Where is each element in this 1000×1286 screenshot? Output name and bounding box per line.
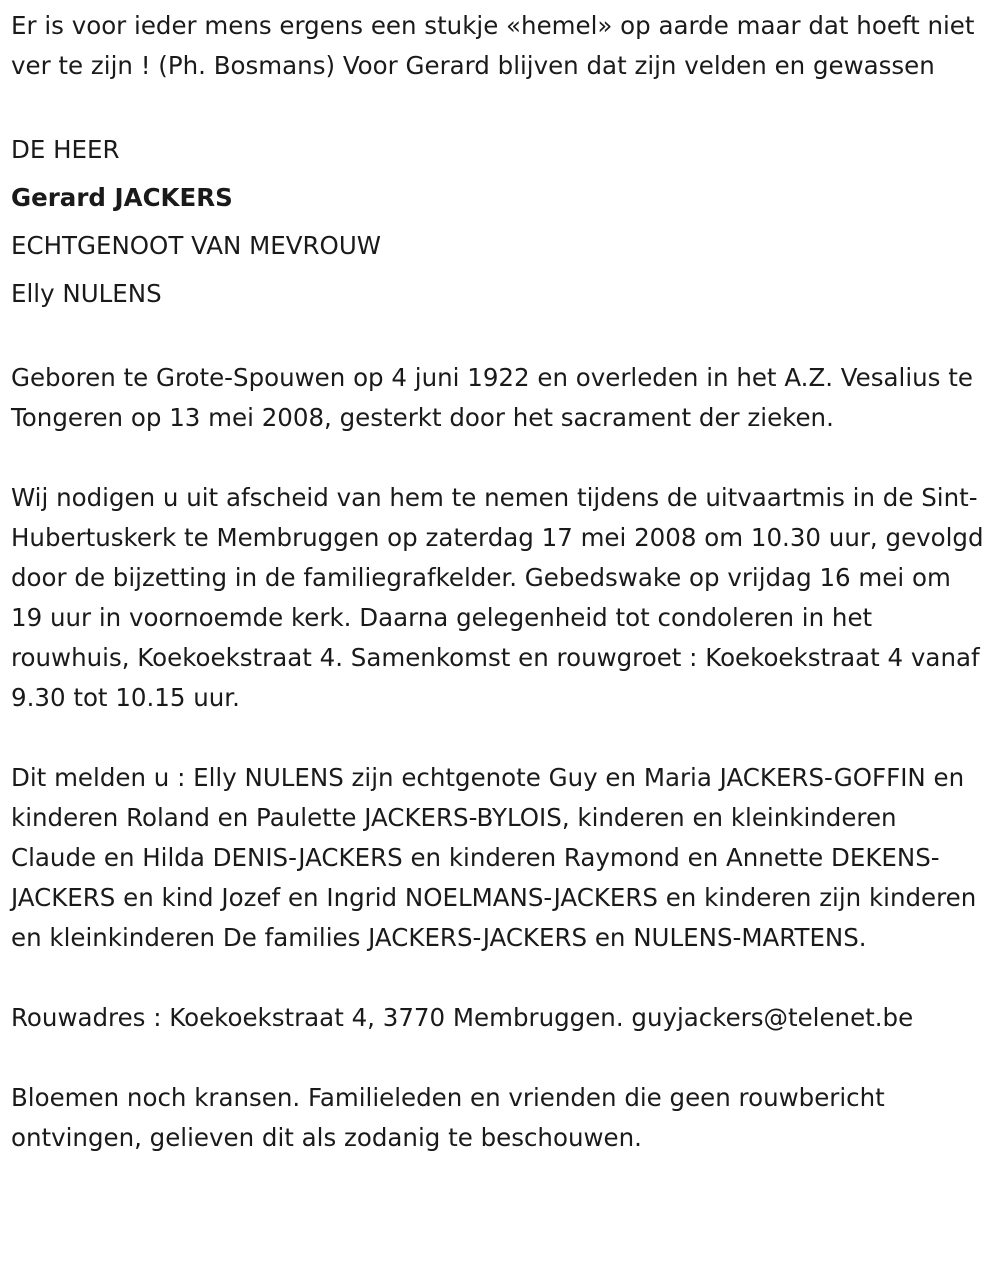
spacer	[11, 438, 988, 478]
funeral-info-paragraph: Wij nodigen u uit afscheid van hem te nemen tijdens de uitvaartmis in de Sint-Hubertuskerk te Membruggen op zaterdag 17 mei 2008 om 10.30 uur, gevolgd door de bijzetting in de familiegrafkelder. Gebedswake op vrijdag 16 mei om 19 uur in voornoemde kerk. Daarna gelegenheid tot condoleren in het rouwhuis, Koekoekstraat 4. Samenkomst en rouwgroet : Koekoekstraat 4 vanaf 9.30 tot 10.15 uur.	[11, 483, 984, 712]
spacer	[11, 718, 988, 758]
family-paragraph: Dit melden u : Elly NULENS zijn echtgenote Guy en Maria JACKERS-GOFFIN en kinderen Roland en Paulette JACKERS-BYLOIS, kinderen en kleinkinderen Claude en Hilda DENIS-JACKERS en kinderen Raymond en Annette DEKENS-JACKERS en kind Jozef en Ingrid NOELMANS-JACKERS en kinderen zijn kinderen en kleinkinderen De families JACKERS-JACKERS en NULENS-MARTENS.	[11, 763, 977, 952]
title-prefix: DE HEER	[11, 135, 120, 164]
spacer	[11, 958, 988, 998]
birth-death-paragraph: Geboren te Grote-Spouwen op 4 juni 1922 en overleden in het A.Z. Vesalius te Tongeren op 13 mei 2008, gesterkt door het sacrament der zieken.	[11, 363, 973, 432]
spacer	[11, 318, 988, 358]
closing-paragraph: Bloemen noch kransen. Familieleden en vrienden die geen rouwbericht ontvingen, gelieven dit als zodanig te beschouwen.	[11, 1083, 885, 1152]
spacer	[11, 86, 988, 126]
deceased-name: Gerard JACKERS	[11, 183, 233, 212]
spouse-prefix: ECHTGENOOT VAN MEVROUW	[11, 231, 382, 260]
spacer	[11, 1038, 988, 1078]
spouse-name: Elly NULENS	[11, 279, 162, 308]
opening-quote: Er is voor ieder mens ergens een stukje «hemel» op aarde maar dat hoeft niet ver te zijn ! (Ph. Bosmans) Voor Gerard blijven dat zijn velden en gewassen	[11, 11, 975, 80]
address-paragraph: Rouwadres : Koekoekstraat 4, 3770 Membruggen. guyjackers@telenet.be	[11, 1003, 914, 1032]
